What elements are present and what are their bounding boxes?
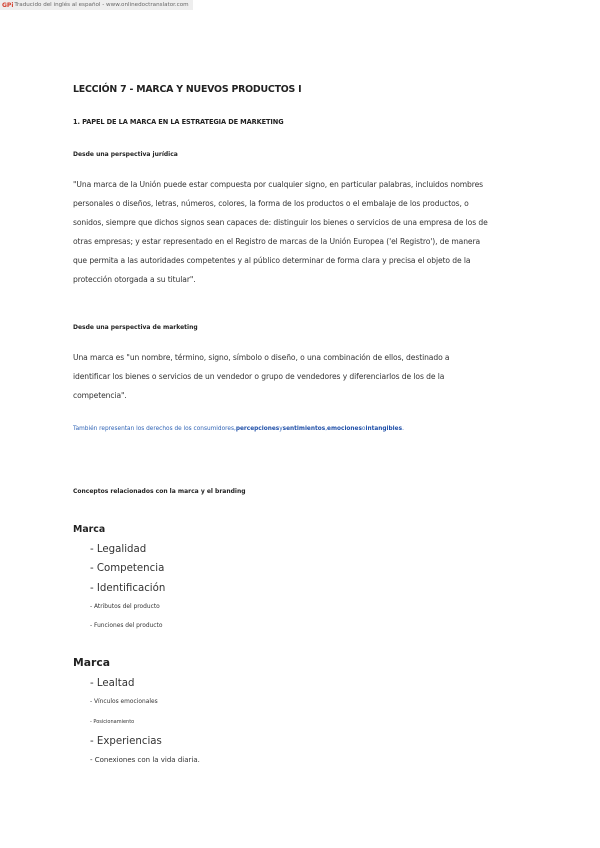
section-title: 1. PAPEL DE LA MARCA EN LA ESTRATEGIA DE MARKETING [73,118,284,126]
marketing-line: identificar los bienes o servicios de un vendedor o grupo de vendedores y diferenciarlos de los de la [73,372,445,381]
marketing-line: competencia". [73,391,127,400]
marketing-line: Una marca es "un nombre, término, signo, símbolo o diseño, o una combinación de ellos, destinado a [73,353,450,362]
group2-title: Marca [73,656,111,669]
note-term-sentimientos: sentimientos [282,426,326,432]
legal-line: protección otorgada a su titular". [73,275,196,284]
list-item: - Conexiones con la vida diaria. [90,756,200,765]
legal-line: que permita a las autoridades competentes y al público determinar de forma clara y precisa el objeto de la [73,256,471,265]
group1-list [90,540,165,636]
translator-banner-text: Traducido del inglés al español - www.onlinedoctranslator.com [14,2,189,8]
translator-banner [0,0,193,10]
legal-line: sonidos, siempre que dichos signos sean capaces de: distinguir los bienes o servicios de una empresa de los de [73,218,488,227]
legal-line: otras empresas; y estar representado en el Registro de marcas de la Unión Europea ('el Registro'), de manera [73,237,481,246]
marketing-heading: Desde una perspectiva de marketing [73,324,198,331]
list-item: - Funciones del producto [90,623,163,630]
note-separator: o [361,426,366,432]
group1-title: Marca [73,524,106,535]
list-item: - Atributos del producto [90,603,160,610]
list-item: - Identificación [90,582,166,594]
list-item: - Legalidad [90,544,147,555]
list-item: - Competencia [90,563,165,575]
note-separator: , [325,426,328,432]
note-prefix: También representan los derechos de los consumidores, [73,426,236,432]
note-term-percepciones: percepciones [235,426,280,432]
list-item: - Experiencias [90,735,162,747]
translator-logo-icon: GPi [2,1,14,9]
consumer-rights-note [73,426,404,432]
concepts-heading: Conceptos relacionados con la marca y el branding [73,488,246,495]
marketing-definition [73,348,525,405]
group2-list [90,674,200,770]
legal-definition [73,175,525,289]
lesson-title: LECCIÓN 7 - MARCA Y NUEVOS PRODUCTOS I [73,84,302,95]
legal-line: personales o diseños, letras, números, colores, la forma de los productos o el embalaje de los productos, o [73,199,469,208]
legal-heading: Desde una perspectiva jurídica [73,151,178,158]
note-term-intangibles: intangibles [365,426,403,432]
note-suffix: . [402,426,404,432]
list-item: - Vínculos emocionales [90,699,158,706]
note-term-emociones: emociones [327,426,362,432]
list-item: - Posicionamiento [90,718,135,725]
legal-line: "Una marca de la Unión puede estar compuesta por cualquier signo, en particular palabras, incluidos nombres [73,180,484,189]
note-separator: y [279,426,283,432]
list-item: - Lealtad [90,678,135,689]
